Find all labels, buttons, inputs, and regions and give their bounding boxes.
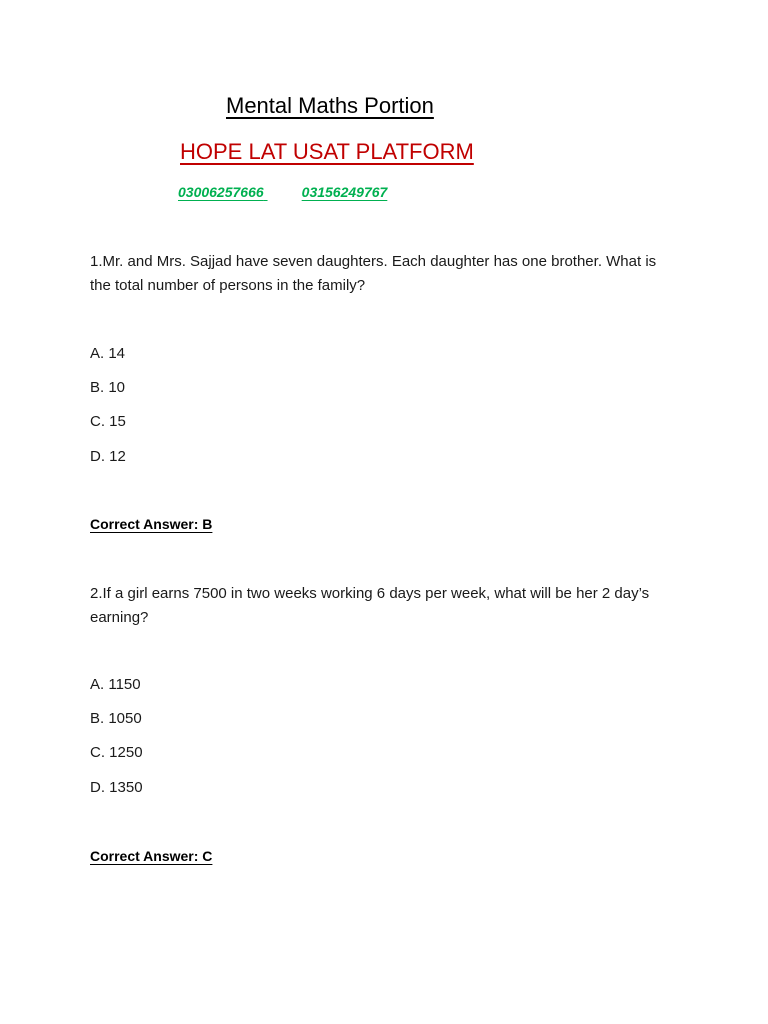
phone-numbers	[178, 184, 387, 200]
page-title: Mental Maths Portion	[226, 93, 434, 118]
question-1-option-b: B. 10	[90, 379, 126, 396]
question-1-option-c: C. 15	[90, 413, 126, 430]
question-2-option-c: C. 1250	[90, 744, 143, 761]
phone-separator	[264, 184, 302, 200]
phone-number-2: 03156249767	[301, 184, 388, 200]
question-2-option-d: D. 1350	[90, 779, 143, 796]
question-2-correct-answer: Correct Answer: C	[90, 848, 213, 864]
phone-number-1: 03006257666	[178, 184, 264, 200]
question-1-text: 1.Mr. and Mrs. Sajjad have seven daughters. Each daughter has one brother. What is the total number of persons in the family?	[90, 253, 657, 294]
question-2-option-a: A. 1150	[90, 676, 141, 693]
question-1-correct-answer: Correct Answer: B	[90, 516, 213, 532]
question-2-text: 2.If a girl earns 7500 in two weeks working 6 days per week, what will be her 2 day’s earning?	[90, 585, 650, 626]
brand-heading: HOPE LAT USAT PLATFORM	[180, 139, 474, 164]
question-1-option-a: A. 14	[90, 345, 126, 362]
question-2-option-b: B. 1050	[90, 710, 142, 727]
question-1-option-d: D. 12	[90, 448, 126, 465]
